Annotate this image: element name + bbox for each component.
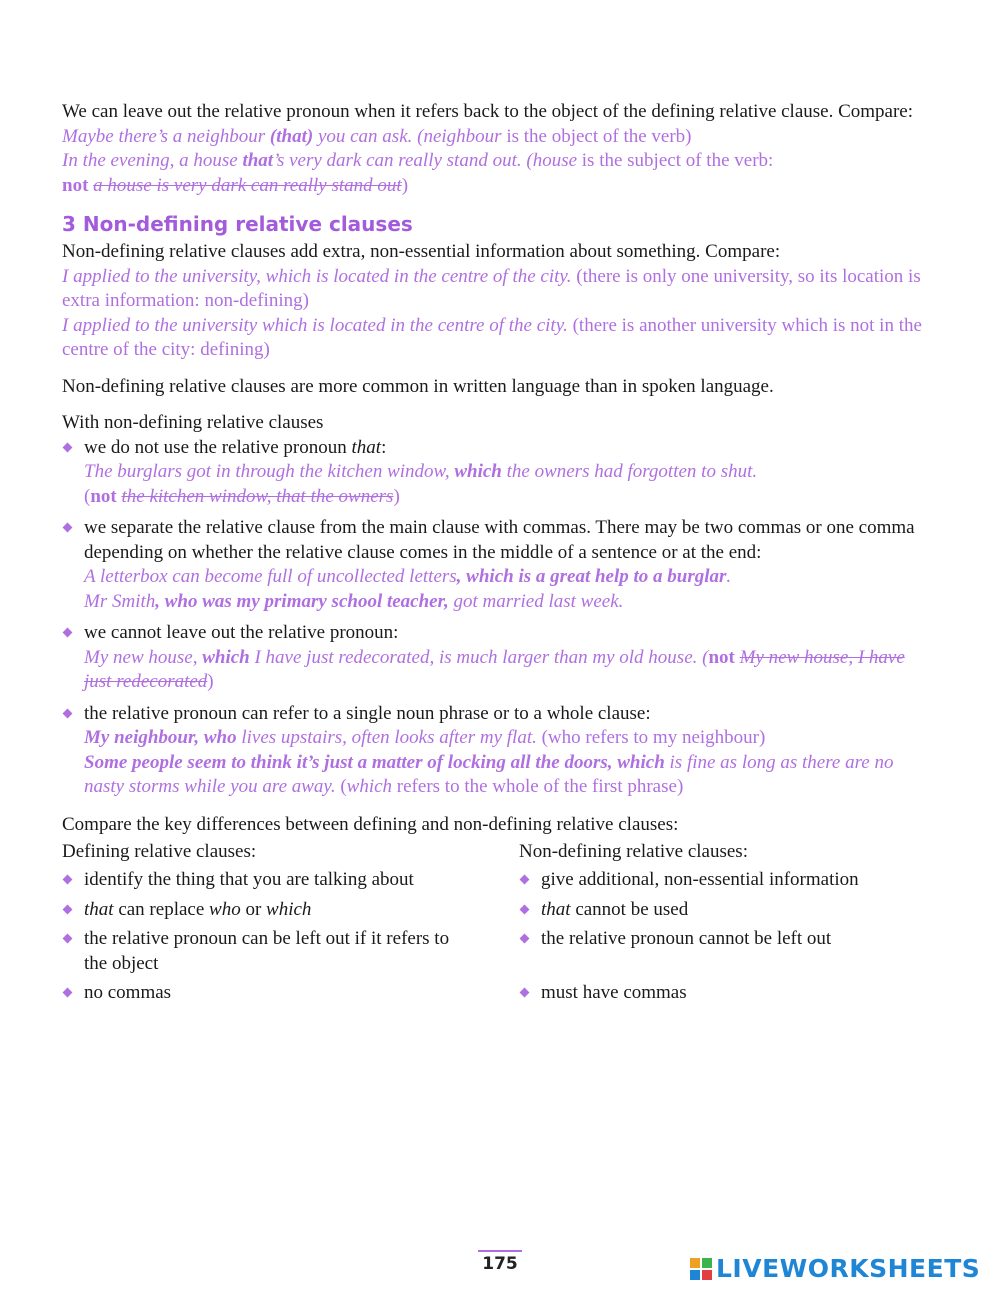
with-nondefining-label: With non-defining relative clauses <box>62 412 324 433</box>
example-house: In the evening, a house that’s very dark can really stand out. (house is the subject of the verb: <box>62 150 774 171</box>
defining-column <box>62 839 519 1011</box>
diamond-bullet-icon <box>63 875 73 885</box>
diamond-bullet-icon <box>520 904 530 914</box>
list-item: the relative pronoun can be left out if it refers to the object <box>62 927 519 976</box>
list-item: no commas <box>62 981 519 1006</box>
liveworksheets-logo-icon <box>690 1258 712 1280</box>
defining-heading: Defining relative clauses: <box>62 841 257 862</box>
nondefining-column <box>519 839 932 1011</box>
logo-text: LIVEWORKSHEETS <box>716 1254 981 1283</box>
list-item: give additional, non-essential information <box>519 868 932 893</box>
example-university-defining: I applied to the university which is located in the centre of the city. (there is another university which is not in the centre of the city: defining) <box>62 314 922 360</box>
example-university-nondefining: I applied to the university, which is located in the centre of the city. (there is only one university, so its location is extra information: non-defining) <box>62 265 921 311</box>
example-house-not: not a house is very dark can really stand out) <box>62 174 409 196</box>
list-item: identify the thing that you are talking about <box>62 868 519 893</box>
diamond-bullet-icon <box>63 988 73 998</box>
example-neighbour: Maybe there’s a neighbour (that) you can ask. (neighbour is the object of the verb) <box>62 125 692 147</box>
diamond-bullet-icon <box>63 904 73 914</box>
page-number: 175 <box>478 1250 522 1274</box>
list-item: we do not use the relative pronoun that: The burglars got in through the kitchen window, which the owners had forgotten to shut. (not the kitchen window, that the owners) <box>62 436 932 510</box>
rules-list <box>62 436 932 800</box>
compare-intro: Compare the key differences between defining and non-defining relative clauses: <box>62 813 679 835</box>
intro-paragraph: We can leave out the relative pronoun when it refers back to the object of the defining relative clause. Compare: <box>62 101 914 122</box>
list-item: we cannot leave out the relative pronoun: My new house, which I have just redecorated, is much larger than my old house. (not My new house, I have just redecorated) <box>62 621 932 695</box>
written-language-note: Non-defining relative clauses are more common in written language than in spoken language. <box>62 375 774 397</box>
list-item: we separate the relative clause from the main clause with commas. There may be two commas or one comma depending on whether the relative clause comes in the middle of a sentence or at the end: A letterbox can become full of uncollected letters, which is a great help to a burglar. Mr Smith, who was my primary school teacher, got married last week. <box>62 516 932 614</box>
diamond-bullet-icon <box>63 523 73 533</box>
liveworksheets-logo[interactable] <box>690 1254 980 1283</box>
diamond-bullet-icon <box>520 987 530 997</box>
diamond-bullet-icon <box>63 708 73 718</box>
list-item: must have commas <box>519 981 932 1006</box>
section-heading: 3 Non-defining relative clauses <box>62 212 413 236</box>
diamond-bullet-icon <box>63 442 73 452</box>
diamond-bullet-icon <box>520 934 530 944</box>
nondefining-heading: Non-defining relative clauses: <box>519 841 748 862</box>
diamond-bullet-icon <box>63 628 73 638</box>
list-item: that can replace who or which <box>62 898 519 923</box>
list-item: the relative pronoun can refer to a single noun phrase or to a whole clause: My neighbour, who lives upstairs, often looks after my flat. (who refers to my neighbour) Some people seem to think it’s just a matter of locking all the doors, which is fine as long as there are no nasty storms while you are away. (which refers to the whole of the first phrase) <box>62 702 932 800</box>
list-item: the relative pronoun cannot be left out <box>519 927 932 952</box>
diamond-bullet-icon <box>520 875 530 885</box>
list-item: that cannot be used <box>519 898 932 923</box>
diamond-bullet-icon <box>63 934 73 944</box>
page-content <box>62 100 932 1011</box>
comparison-columns <box>62 839 932 1011</box>
section-intro: Non-defining relative clauses add extra, non-essential information about something. Compare: <box>62 241 781 262</box>
